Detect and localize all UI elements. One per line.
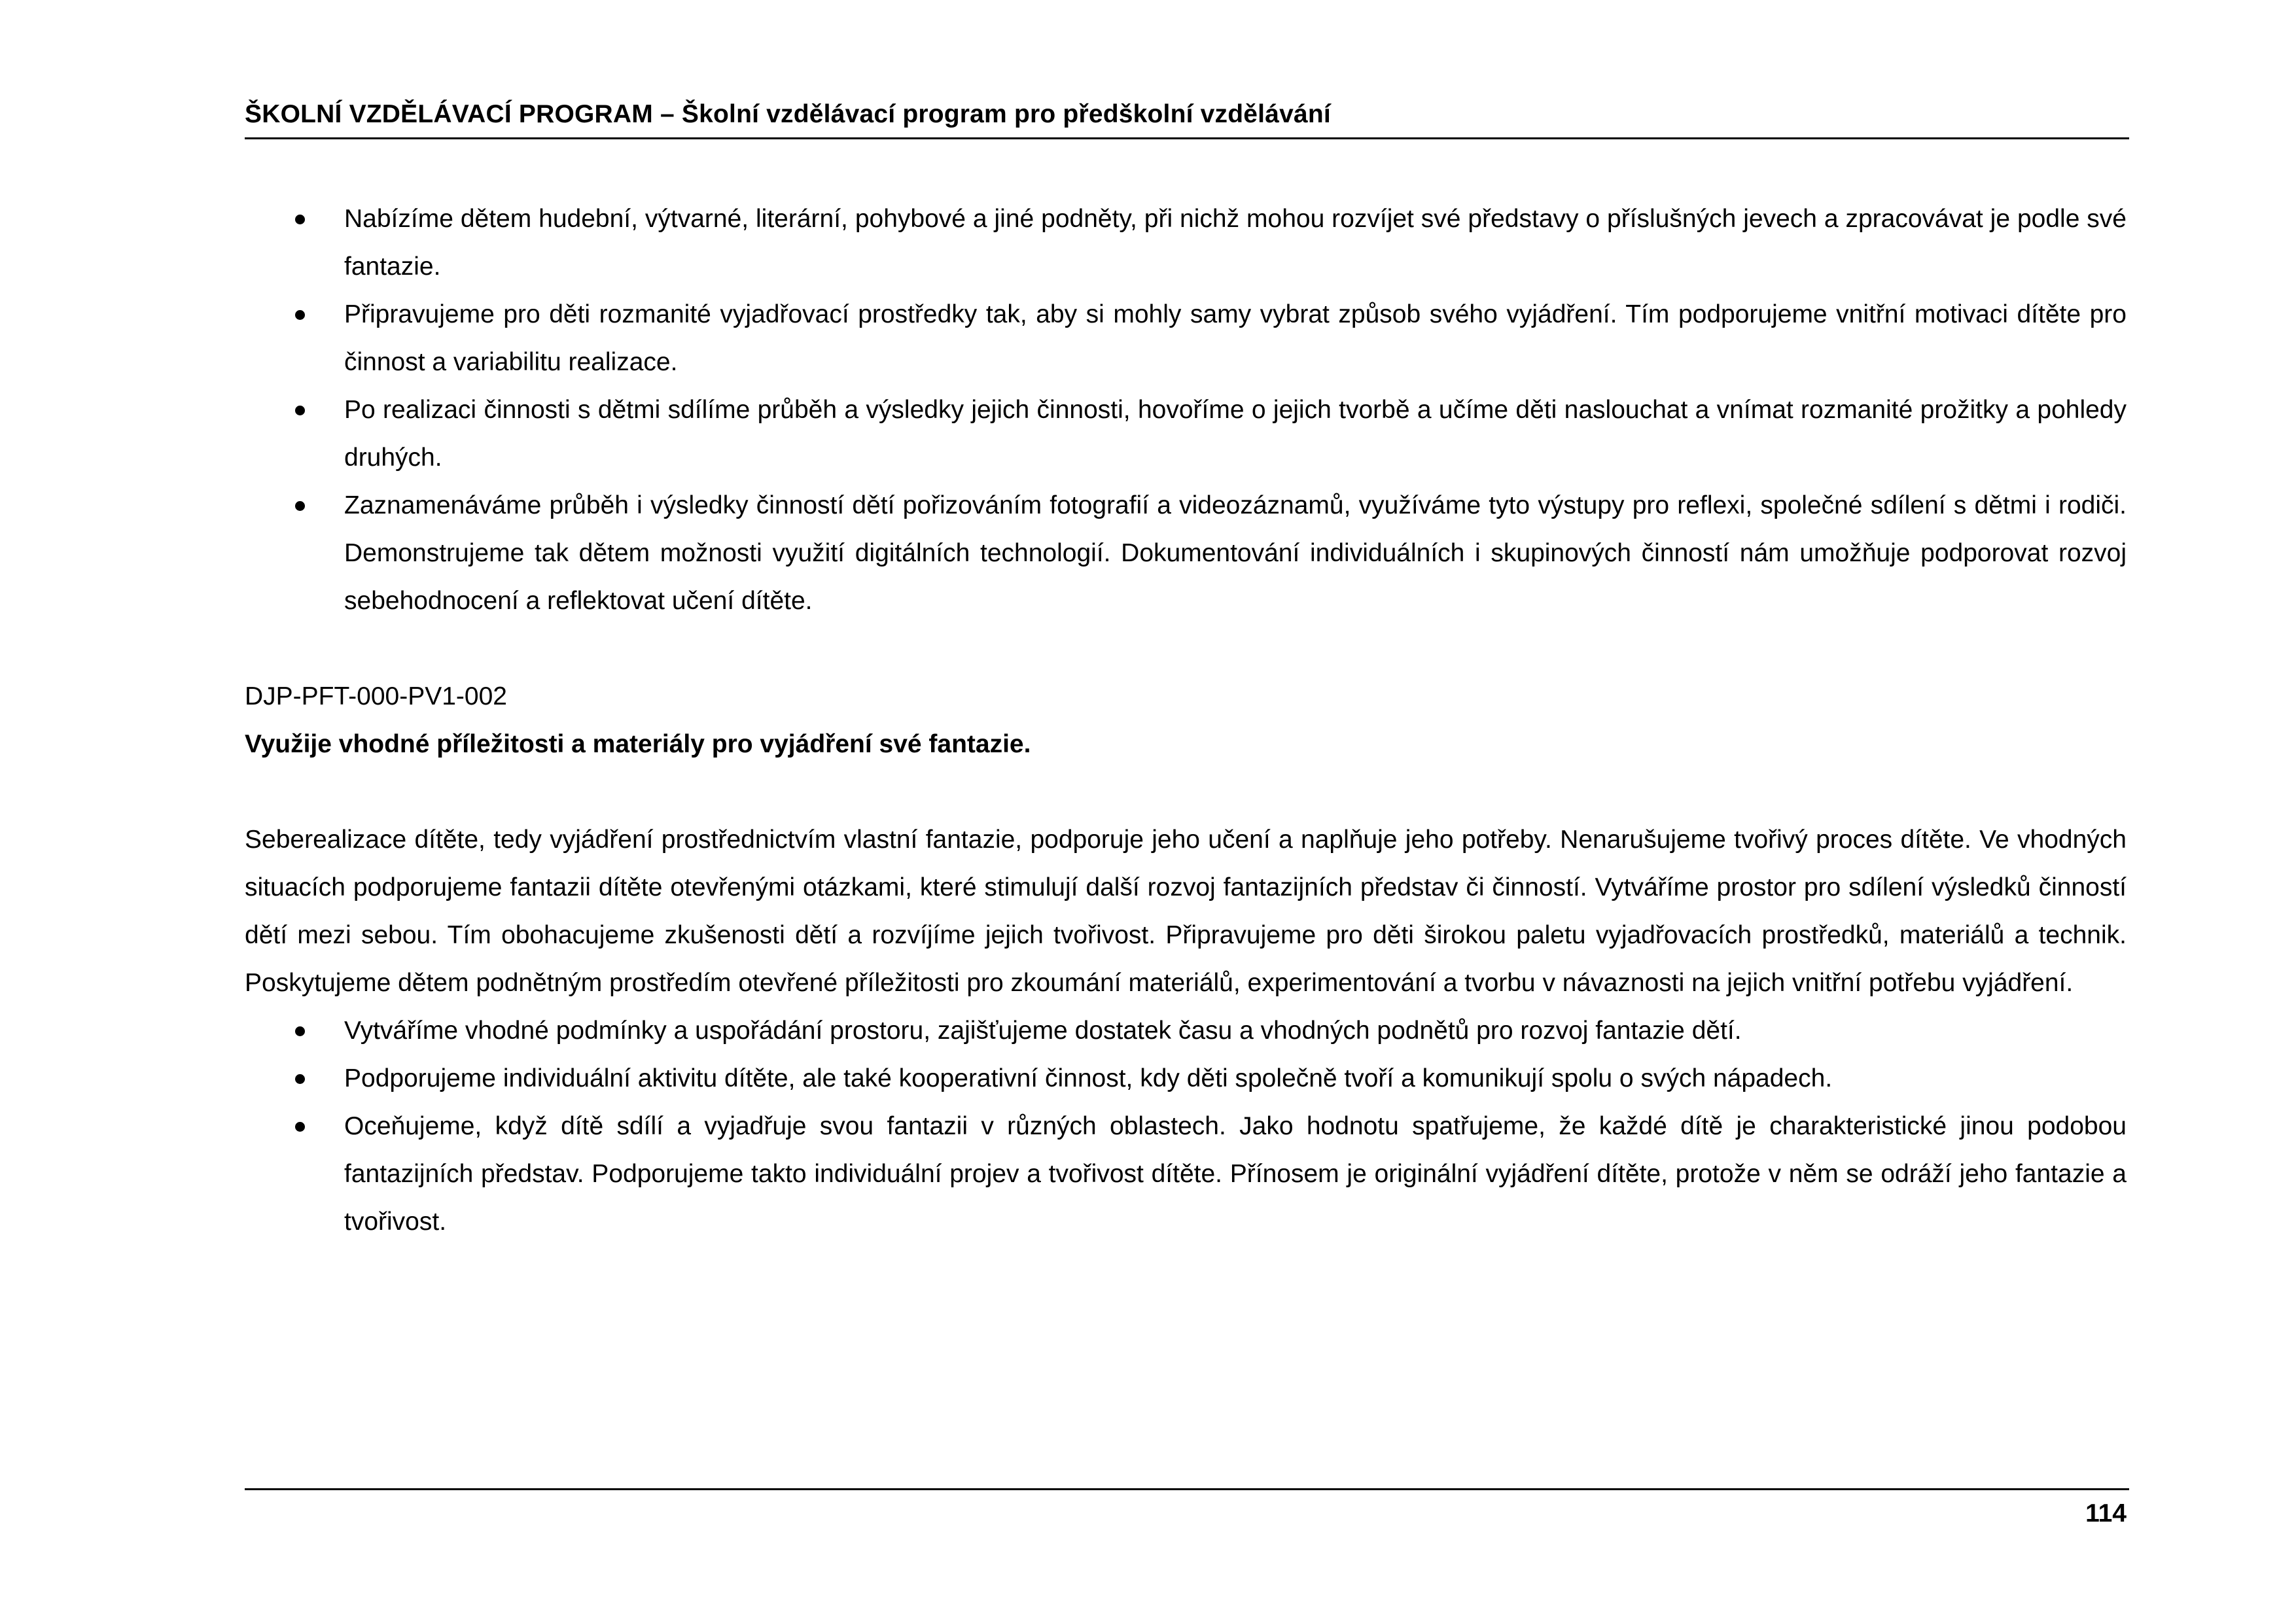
list-item	[245, 1102, 2127, 1246]
page-header	[245, 97, 2129, 139]
bullet-icon	[295, 406, 305, 415]
bullet-icon	[295, 310, 305, 320]
list-item-text: Připravujeme pro děti rozmanité vyjadřovací prostředky tak, aby si mohly samy vybrat způsob svého vyjádření. Tím podporujeme vnitřní motivaci dítěte pro činnost a variabilitu realizace.	[344, 300, 2127, 376]
list-item	[245, 1007, 2127, 1055]
bullet-icon	[295, 215, 305, 224]
section-heading: Využije vhodné příležitosti a materiály pro vyjádření své fantazie.	[245, 730, 1031, 758]
list-item-text: Vytváříme vhodné podmínky a uspořádání prostoru, zajišťujeme dostatek času a vhodných podnětů pro rozvoj fantazie dětí.	[344, 1017, 1742, 1045]
list-item	[245, 1055, 2127, 1102]
page-content	[245, 195, 2127, 1246]
list-item	[245, 195, 2127, 290]
bullet-icon	[295, 1122, 305, 1132]
bullet-icon	[295, 1074, 305, 1084]
list-item	[245, 290, 2127, 386]
page-number: 114	[2085, 1499, 2127, 1527]
section-bullet-list	[245, 1007, 2127, 1246]
section-paragraph: Seberealizace dítěte, tedy vyjádření prostřednictvím vlastní fantazie, podporuje jeho učení a naplňuje jeho potřeby. Nenarušujeme tvořivý proces dítěte. Ve vhodných situacích podporujeme fantazii dítěte otevřenými otázkami, které stimulují další rozvoj fantazijních představ či činností. Vytváříme prostor pro sdílení výsledků činností dětí mezi sebou. Tím obohacujeme zkušenosti dětí a rozvíjíme jejich tvořivost. Připravujeme pro děti širokou paletu vyjadřovacích prostředků, materiálů a technik. Poskytujeme dětem podnětným prostředím otevřené příležitosti pro zkoumání materiálů, experimentování a tvorbu v návaznosti na jejich vnitřní potřebu vyjádření.	[245, 826, 2127, 997]
list-item	[245, 481, 2127, 625]
section-code: DJP-PFT-000-PV1-002	[245, 682, 507, 710]
bullet-icon	[295, 1026, 305, 1036]
intro-bullet-list	[245, 195, 2127, 625]
bullet-icon	[295, 501, 305, 511]
footer-divider	[245, 1488, 2129, 1490]
list-item-text: Podporujeme individuální aktivitu dítěte, ale také kooperativní činnost, kdy děti společně tvoří a komunikují spolu o svých nápadech.	[344, 1064, 1833, 1092]
list-item	[245, 386, 2127, 481]
header-title: ŠKOLNÍ VZDĚLÁVACÍ PROGRAM – Školní vzdělávací program pro předškolní vzdělávání	[245, 100, 1331, 128]
list-item-text: Zaznamenáváme průběh i výsledky činností dětí pořizováním fotografií a videozáznamů, využíváme tyto výstupy pro reflexi, společné sdílení s dětmi i rodiči. Demonstrujeme tak dětem možnosti využití digitálních technologií. Dokumentování individuálních i skupinových činností nám umožňuje podporovat rozvoj sebehodnocení a reflektovat učení dítěte.	[344, 491, 2127, 615]
list-item-text: Oceňujeme, když dítě sdílí a vyjadřuje svou fantazii v různých oblastech. Jako hodnotu spatřujeme, že každé dítě je charakteristické jinou podobou fantazijních představ. Podporujeme takto individuální projev a tvořivost dítěte. Přínosem je originální vyjádření dítěte, protože v něm se odráží jeho fantazie a tvořivost.	[344, 1112, 2127, 1236]
list-item-text: Nabízíme dětem hudební, výtvarné, literární, pohybové a jiné podněty, při nichž mohou rozvíjet své představy o příslušných jevech a zpracovávat je podle své fantazie.	[344, 205, 2127, 281]
list-item-text: Po realizaci činnosti s dětmi sdílíme průběh a výsledky jejich činnosti, hovoříme o jejich tvorbě a učíme děti naslouchat a vnímat rozmanité prožitky a pohledy druhých.	[344, 396, 2127, 472]
